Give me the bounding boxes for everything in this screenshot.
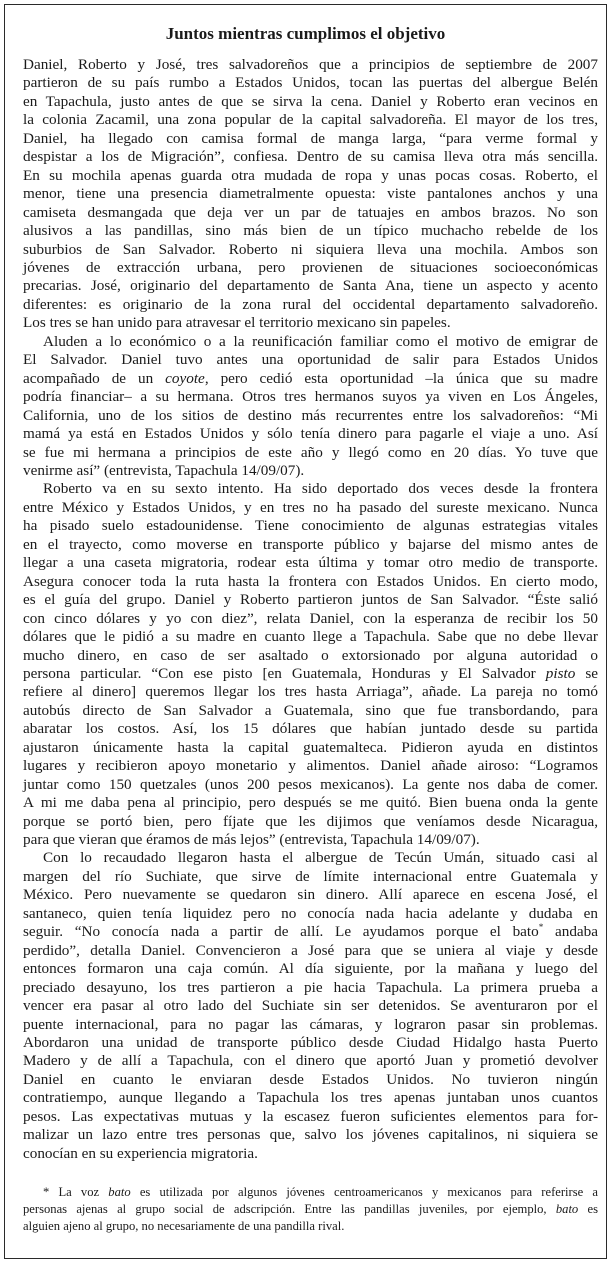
text-line: podría financiar– a su hermana. Otros tres hermanos suyos ya viven en Los Ángeles, [23, 388, 598, 406]
text-line: mucho dinero, en caso de ser asaltado o extorsionado por alguna autoridad o [23, 646, 598, 664]
text-line: El Salvador. Daniel tuvo antes una oportunidad de salir para Estados Unidos [23, 351, 598, 369]
paragraph [23, 849, 598, 1163]
text-line: abaratar los costos. Así, los 15 dólares que habían juntado desde su partida [23, 720, 598, 738]
text-line: margen del río Suchiate, que sirve de límite internacional entre Guatemala y [23, 867, 598, 885]
italic-term: coyote [165, 369, 205, 387]
text-line: menor, tiene una presencia diametralmente opuesta: viste pantalones anchos y una [23, 185, 598, 203]
text-line: preciado desayuno, los tres partieron a pie hacia Tapachula. La primera prueba a [23, 978, 598, 996]
text-line: dólares que le pidió a su madre en cuanto llege a Tapachula. Sabe que no debe llevar [23, 628, 598, 646]
text-line: Madero y de allí a Tapachula, con el dinero que aportó Juan y prometió devolver [23, 1052, 598, 1070]
text-line: Daniel en cuanto le enviaran desde Estados Unidos. No tuvieron ningún [23, 1070, 598, 1088]
italic-term: bato [555, 1201, 579, 1216]
text-line: ha pisado suelo estadounidense. Tiene conocimiento de algunas estrategias vitales [23, 517, 598, 535]
text-line: entonces formaron una caja común. Al día siguiente, por la mañana y luego del [23, 960, 598, 978]
text-line: con cinco dólares y yo con diez”, relata Daniel, con la esperanza de recibir los 50 [23, 609, 598, 627]
italic-term: pisto [545, 664, 576, 682]
text-line: partieron de su país rumbo a Estados Unidos, tocan las puertas del albergue Belén [23, 74, 598, 92]
text-line: Los tres se han unido para atravesar el territorio mexicano sin papeles. [23, 314, 451, 332]
text-line: refiere al dinero] queremos llegar los tres hasta Arriaga”, añade. La pareja no tomó [23, 683, 598, 701]
footnote [23, 1184, 598, 1234]
text-line: contratiempo, aunque llegando a Tapachula los tres apenas juntaban unos cuantos [23, 1089, 598, 1107]
text-line: personas ajenas al grupo social de adscripción. Entre las pandillas juveniles, por ejemplo, bato es [23, 1201, 598, 1216]
text-line: suburbios de San Salvador. Roberto ni siquiera lleva una mochila. Ambos son [23, 240, 598, 258]
text-line: precarias. José, originario del departamento de Santa Ana, tiene un aspecto y acento [23, 277, 598, 295]
text-line: * La voz bato es utilizada por algunos jóvenes centroamericanos y mexicanos para referirse a [43, 1185, 598, 1199]
text-line: persona particular. “Con ese pisto [en Guatemala, Honduras y El Salvador pisto se [23, 664, 598, 682]
text-line: entre México y Estados Unidos, y en tres no ha pasado del sureste mexicano. Nunca [23, 498, 598, 516]
text-line: puente internacional, para no pagar las cámaras, y lograron pasar sin problemas. [23, 1015, 598, 1033]
text-line: alusivos a las pandillas, sino más bien de un típico muchacho rebelde de los [23, 222, 598, 240]
text-line: santaneco, quien tenía liquidez pero no conocía nada hacia adelante y dudaba en [23, 904, 598, 922]
text-line: alguien ajeno al grupo, no necesariamente de una pandilla rival. [23, 1218, 345, 1233]
text-line: pesos. Las expectativas mutuas y la escasez fueron suficientes elementos para for- [23, 1107, 598, 1125]
text-line: California, uno de los sitios de destino más recurrentes entre los salvadoreños: “Mi [23, 406, 598, 424]
text-line: camiseta desmangada que deja ver un par de tatuajes en ambos brazos. No son [23, 203, 598, 221]
text-line: México. Pero nuevamente se quedaron sin dinero. Allí aparece en escena José, el [23, 886, 598, 904]
text-line: autobús directo de San Salvador a Guatemala, sino que fue transbordando, para [23, 701, 598, 719]
text-line: para que vieran que éramos de más lejos” (entrevista, Tapachula 14/09/07). [23, 831, 480, 849]
text-line: acompañado de un coyote, pero cedió esta oportunidad –la única que su madre [23, 369, 598, 387]
text-line: diferentes: es originario de la zona rural del occidental departamento salvadoreño. [23, 295, 598, 313]
paragraph [23, 333, 598, 481]
text-line: Asegura conocer toda la ruta hasta la frontera con Estados Unidos. En cierto modo, [23, 572, 598, 590]
text-line: es el guía del grupo. Daniel y Roberto partieron juntos de San Salvador. “Éste salió [23, 591, 598, 609]
text-line: seguir. “No conocía nada a partir de allí. Le ayudamos porque el bato* andaba [23, 922, 599, 941]
article-body [23, 56, 598, 1163]
paragraph [23, 480, 598, 849]
text-line: Roberto va en su sexto intento. Ha sido deportado dos veces desde la frontera [43, 480, 598, 498]
text-line: se fue mi hermana a principios de este año y llegó como en 20 días. Yo tuve que [23, 443, 598, 461]
text-line: venirme así” (entrevista, Tapachula 14/09/07). [23, 461, 305, 479]
text-line: A mi me daba pena al principio, pero después se me quitó. Bien buena onda la gente [23, 794, 598, 812]
text-line: jóvenes de extracción urbana, pero provienen de situaciones socioeconómicas [23, 258, 598, 276]
text-line: ajustaron únicamente hasta la capital guatemalteca. Pidieron ayuda en distintos [23, 738, 598, 756]
text-line: vencer era pasar al otro lado del Suchiate sin ser detenidos. Se aventuraron por el [23, 997, 598, 1015]
text-line: despistar a los de Migración”, confiesa. Dentro de su camisa lleva otra más sencilla. [23, 148, 598, 166]
text-line: llegar a una caseta migratoria, rodear esta última y tomar otro medio de transporte. [23, 554, 598, 572]
footnote-marker: * [538, 922, 544, 933]
text-line: mamá ya está en Estados Unidos y sólo tenía dinero para pagarle el viaje a uno. Así [23, 425, 598, 443]
text-line: Aluden a lo económico o a la reunificación familiar como el motivo de emigrar de [43, 332, 598, 350]
text-line: juntar como 150 quetzales (unos 200 pesos mexicanos). La gente nos daba de comer. [23, 775, 598, 793]
text-line: Daniel, ha llegado con camisa formal de manga larga, “para verme formal y [23, 129, 598, 147]
text-line: lugares y recibieron apoyo monetario y alimentos. Daniel añade airoso: “Logramos [23, 757, 598, 775]
text-line: En su mochila apenas guarda otra mudada de ropa y unas pocas cosas. Roberto, el [23, 166, 598, 184]
paragraph [23, 56, 598, 333]
text-line: Con lo recaudado llegaron hasta el albergue de Tecún Umán, situado casi al [43, 849, 598, 867]
text-line: Daniel, Roberto y José, tres salvadoreños que a principios de septiembre de 2007 [23, 56, 598, 73]
text-line: la colonia Zacamil, una zona popular de la capital salvadoreña. El mayor de los tres, [23, 111, 598, 129]
text-line: conocían en su experiencia migratoria. [23, 1144, 258, 1162]
italic-term: bato [108, 1185, 131, 1199]
document-title: Juntos mientras cumplimos el objetivo [165, 24, 446, 43]
text-line: en el trayecto, como moverse en transporte público y bajarse del mismo antes de [23, 535, 598, 553]
text-line: Abordaron una unidad de transporte público desde Ciudad Hidalgo hasta Puerto [23, 1034, 598, 1052]
text-line: porque se portó bien, pero fíjate que les dijimos que veníamos desde Nicaragua, [23, 812, 598, 830]
text-line: perdido”, detalla Daniel. Convencieron a José para que se uniera al viaje y desde [23, 941, 598, 959]
footnote-text [23, 1184, 598, 1234]
text-line: en Tapachula, justo antes de que se sirva la cena. Daniel y Roberto eran vecinos en [23, 92, 598, 110]
text-line: malizar un lazo entre tres personas que, salvo los jóvenes capitalinos, ni siquiera se [23, 1126, 598, 1144]
